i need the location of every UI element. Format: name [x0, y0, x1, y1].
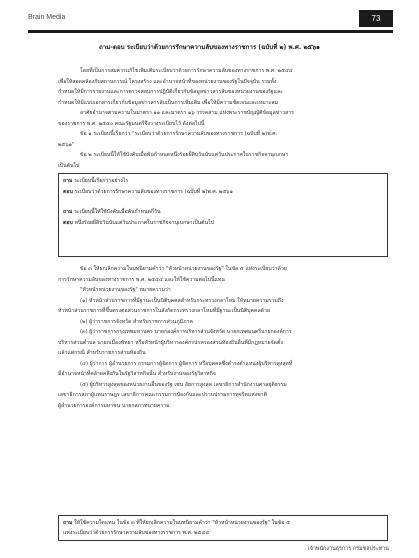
body-line: (๔) ผู้ว่าการ ผู้อำนวยการ กรรมการผู้จัดการ ผู้จัดการ หรือบุคคลซึ่งดำรงตำแหน่งผู้บริหารสูงสุดที่ [80, 360, 293, 367]
qa-box-1 [58, 173, 388, 257]
qa-question: ถาม ระเบียบนี้เรียกว่าอย่างไร [63, 178, 129, 184]
body-section [58, 264, 388, 411]
qa-answer: ตอบ หนึ่งร้อยยี่สิบวันนับแต่วันประกาศในราชกิจจานุเบกษาเป็นต้นไป [63, 219, 215, 226]
intro-line: ข้อ ๒ ระเบียบนี้ให้ใช้บังคับเมื่อพ้นกำหนดหนึ่งร้อยยี่สิบวันนับแต่วันประกาศในราชกิจจานุเบกษา [80, 152, 289, 158]
intro-line: เพื่อให้สอดคล้องกับสถานการณ์ โครงสร้าง และอำนาจหน้าที่ของหน่วยงานของรัฐในปัจจุบัน รวมทั้ง [58, 78, 277, 85]
intro-line: ข้อ ๑ ระเบียบนี้เรียกว่า "ระเบียบว่าด้วยการรักษาความลับของทางราชการ (ฉบับที่ ๒)พ.ศ. [80, 131, 278, 137]
body-line: มีอำนาจหน้าที่คล้ายคลึงกันในรัฐวิสาหกิจนั้น สำหรับงานของรัฐวิสาหกิจ [58, 371, 216, 377]
body-line: หัวหน้าส่วนราชการที่ขึ้นตรงต่อส่วนราชการในสังกัดกระทรวงกลาโหมที่มีฐานะเป็นนิติบุคคลด้วย [58, 308, 270, 314]
intro-line: เป็นต้นไป [58, 162, 80, 169]
qa-question: ถาม ระเบียบนี้ให้ใช้บังคับเมื่อพ้นกำหนดกี่วัน [63, 209, 161, 215]
page-title: ถาม-ตอบ ระเบียบว่าด้วยการรักษาความลับของทางราชการ (ฉบับที่ ๒) พ.ศ. ๒๕๖๑ [99, 44, 320, 51]
body-line: (๕) ผู้บริหารสูงสุดของหน่วยงานอื่นของรัฐ เช่น อัยการสูงสุด เลขาธิการสำนักงานศาลยุติธรรม [80, 381, 287, 388]
body-line: (๑) หัวหน้าส่วนราชการที่มีฐานะเป็นนิติบุคคลสำหรับกระทรวงกลาโหม ให้หมายความรวมถึง [80, 297, 284, 304]
body-line: ผู้อำนวยการองค์การมหาชน นายกสภาทนายความ [58, 402, 170, 409]
body-line: ข้อ ๓ ให้ยกเลิกความในบทนิยามคำว่า "หัวหน้าหน่วยงานของรัฐ" ในข้อ ๕ แห่งระเบียบว่าด้วย [80, 266, 287, 272]
body-line: (๒) ผู้ว่าราชการจังหวัด สำหรับราชการส่วนภูมิภาค [80, 318, 193, 325]
intro-line: ของราชการ พ.ศ. ๒๕๔๐ คณะรัฐมนตรีจึงวางระเบียบไว้ ดังต่อไปนี้ [58, 120, 205, 127]
intro-line: ๒๕๖๑" [58, 141, 75, 148]
body-line: แล้วแต่กรณี สำหรับราชการส่วนท้องถิ่น [58, 350, 146, 356]
body-line: บริหารส่วนตำบล นายกเมืองพัทยา หรือหัวหน้าผู้บริหารองค์กรปกครองส่วนท้องถิ่นอื่นที่มีกฎหมายจัดตั้ง [58, 339, 283, 346]
body-line: การรักษาความลับของทางราชการ พ.ศ. ๒๕๔๔ และให้ใช้ความต่อไปนี้แทน [58, 276, 225, 283]
page-number: 73 [359, 10, 393, 27]
intro-section [58, 66, 388, 171]
intro-line: กำหนดให้มีแบบเอกสารเกี่ยวกับข้อมูลข่าวสารลับเป็นการเพิ่มเติม เพื่อให้มีความชัดเจนและเหมาะสม [58, 99, 278, 106]
brand-label: Brain Media [28, 14, 66, 21]
body-line: (๓) ผู้ว่าราชการกรุงเทพมหานคร นายกองค์การบริหารส่วนจังหวัด นายกเทศมนตรีนายกองค์การ [80, 329, 292, 335]
header-bar [28, 10, 393, 33]
footer-text: เจ้าพนักงานธุรการ กรมชลประทาน [307, 546, 389, 552]
qa-question-cont: แห่งระเบียบว่าด้วยการรักษาความลับของทางราชการ พ.ศ. ๒๕๔๔ [63, 530, 210, 536]
qa-question: ถาม ให้ใช้ความใดแทน ในข้อ ๓ ที่ให้ยกเลิกความในบทนิยามคำว่า "หัวหน้าหน่วยงานของรัฐ" ในข้อ ๕ [63, 520, 290, 526]
intro-line: อาศัยอำนาจตามความในมาตรา ๑๑ และมาตรา ๑๖ วรรคสาม แห่งพระราชบัญญัติข้อมูลข่าวสาร [80, 110, 294, 116]
qa-answer: ตอบ ระเบียบว่าด้วยการรักษาความลับของทางราชการ (ฉบับที่ ๒)พ.ศ. ๒๕๖๑ [63, 188, 233, 195]
body-line: เลขาธิการสภาผู้แทนราษฎร เลขาธิการคณะกรรมการป้องกันและปราบปรามการทุจริตแห่งชาติ [58, 392, 267, 398]
qa-box-2 [58, 515, 388, 541]
body-line: "หัวหน้าหน่วยงานของรัฐ" หมายความว่า [80, 287, 171, 293]
intro-line: กำหนดให้มีการรายงานและการตรวจสอบการปฏิบัติเกี่ยวกับข้อมูลข่าวสารลับของหน่วยงานของรัฐและ [58, 89, 283, 95]
intro-line: โดยที่เป็นการสมควรแก้ไขเพิ่มเติมระเบียบว่าด้วยการรักษาความลับของทางราชการ พ.ศ. ๒๕๔๔ [80, 68, 293, 74]
